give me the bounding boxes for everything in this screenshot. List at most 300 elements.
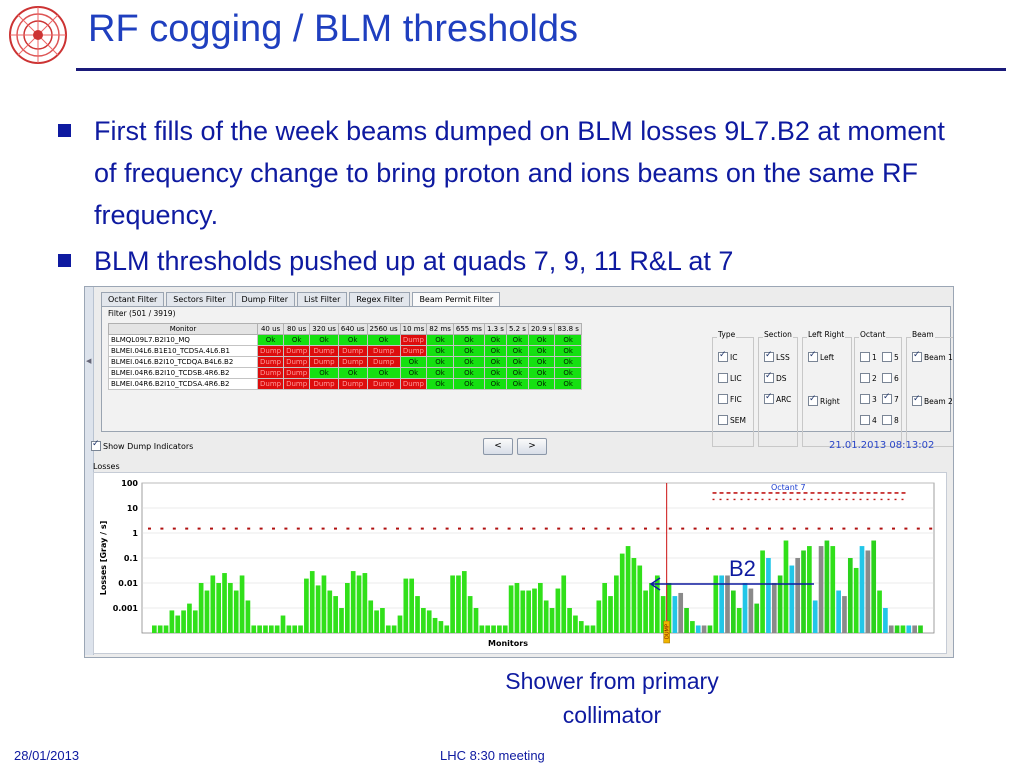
status-cell: Ok: [555, 379, 581, 390]
checkbox-label: 2: [872, 373, 877, 383]
loss-bar: [866, 550, 871, 633]
dump-indicator-label: DUMP: [664, 624, 671, 639]
tab-sectors-filter[interactable]: Sectors Filter: [166, 292, 232, 306]
loss-bar: [386, 625, 391, 633]
loss-bar: [871, 541, 876, 633]
y-axis-label: Losses [Gray / s]: [99, 520, 108, 596]
loss-bar: [374, 610, 379, 633]
checkbox-label: FIC: [730, 394, 742, 404]
checkbox-octant-7[interactable]: [882, 394, 899, 404]
column-header[interactable]: 83.8 s: [555, 324, 581, 335]
status-cell: Dump: [258, 379, 284, 390]
checkbox-type-sem[interactable]: [718, 415, 746, 425]
checkbox-type-lic[interactable]: [718, 373, 742, 383]
previous-button[interactable]: <: [483, 438, 513, 455]
losses-chart-panel: [93, 472, 947, 654]
tab-beam-permit-filter[interactable]: Beam Permit Filter: [412, 292, 500, 306]
status-cell: Dump: [310, 357, 339, 368]
loss-bar: [585, 625, 590, 633]
checkbox-beam-beam-1[interactable]: [912, 352, 953, 362]
loss-bar: [251, 625, 256, 633]
loss-bar: [398, 616, 403, 633]
checkbox-label: 1: [872, 352, 877, 362]
loss-bar: [228, 583, 233, 633]
checkbox-octant-8[interactable]: [882, 415, 899, 425]
loss-bar: [474, 608, 479, 633]
table-row[interactable]: [109, 335, 582, 346]
checkbox-label: IC: [730, 352, 738, 362]
show-dump-indicators-label: Show Dump Indicators: [103, 441, 194, 451]
loss-bar: [503, 625, 508, 633]
loss-bar: [632, 558, 637, 633]
status-cell: Ok: [555, 335, 581, 346]
tab-list-filter[interactable]: List Filter: [297, 292, 347, 306]
loss-bar: [170, 610, 175, 633]
loss-bar: [825, 541, 830, 633]
status-cell: Ok: [506, 335, 528, 346]
y-tick-label: 100: [121, 479, 138, 488]
status-cell: Ok: [506, 357, 528, 368]
column-header[interactable]: 320 us: [310, 324, 339, 335]
status-cell: Dump: [400, 346, 427, 357]
status-cell: Dump: [367, 379, 400, 390]
status-cell: Ok: [484, 335, 506, 346]
loss-bar: [766, 558, 771, 633]
section-group: [758, 330, 798, 447]
loss-bar: [497, 625, 502, 633]
square-bullet-icon: [58, 124, 71, 137]
loss-bar: [573, 616, 578, 633]
table-row[interactable]: [109, 346, 582, 357]
loss-bar: [731, 591, 736, 633]
loss-bar: [556, 589, 561, 633]
left-right-group-title: Left Right: [808, 330, 845, 339]
show-dump-indicators-checkbox[interactable]: [91, 441, 193, 451]
status-cell: Ok: [484, 368, 506, 379]
checkbox-icon[interactable]: [860, 415, 870, 425]
status-cell: Dump: [310, 379, 339, 390]
b2-annotation: B2: [729, 556, 756, 581]
loss-bar: [439, 621, 444, 633]
status-cell: Ok: [506, 379, 528, 390]
loss-bar: [485, 625, 490, 633]
loss-bar: [515, 583, 520, 633]
status-cell: Dump: [258, 346, 284, 357]
loss-bar: [702, 625, 707, 633]
loss-bar: [801, 550, 806, 633]
loss-bar: [596, 600, 601, 633]
loss-bar: [450, 575, 455, 633]
checkbox-label: ARC: [776, 394, 792, 404]
loss-bar: [883, 608, 888, 633]
checkbox-icon[interactable]: [882, 373, 892, 383]
caption-line-1: Shower from primary: [505, 668, 719, 694]
status-cell: Ok: [453, 346, 484, 357]
checkbox-label: 8: [894, 415, 899, 425]
column-header[interactable]: 655 ms: [453, 324, 484, 335]
type-group-title: Type: [718, 330, 736, 339]
loss-bar: [468, 596, 473, 633]
status-cell: Ok: [555, 368, 581, 379]
footer-meeting: LHC 8:30 meeting: [440, 748, 545, 763]
lhc-logo: [2, 4, 74, 66]
loss-bar: [152, 625, 157, 633]
checkbox-label: Beam 1: [924, 352, 953, 362]
checkbox-icon[interactable]: [912, 396, 922, 406]
loss-bar: [795, 558, 800, 633]
loss-bar: [368, 600, 373, 633]
monitor-table: [108, 323, 582, 390]
chart-title: Octant 7: [770, 483, 806, 492]
filter-panel: [101, 306, 951, 432]
caption: [470, 664, 754, 732]
checkbox-octant-4[interactable]: [860, 415, 877, 425]
loss-bar: [292, 625, 297, 633]
status-cell: Ok: [453, 335, 484, 346]
status-cell: Ok: [284, 335, 310, 346]
status-cell: Ok: [427, 346, 454, 357]
collapse-arrow-icon[interactable]: ◀: [86, 357, 92, 365]
tab-regex-filter[interactable]: Regex Filter: [349, 292, 410, 306]
checkbox-label: SEM: [730, 415, 746, 425]
checkbox-icon[interactable]: [764, 373, 774, 383]
status-cell: Ok: [484, 379, 506, 390]
checkbox-icon[interactable]: [912, 352, 922, 362]
checkbox-beam-beam-2[interactable]: [912, 396, 953, 406]
status-cell: Ok: [310, 368, 339, 379]
loss-bar: [409, 579, 414, 633]
status-cell: Ok: [427, 357, 454, 368]
monitor-cell: BLMEI.04L6.B2I10_TCDQA.B4L6.B2: [109, 357, 258, 368]
checkbox-leftright-right[interactable]: [808, 396, 840, 406]
loss-bar: [269, 625, 274, 633]
loss-bar: [287, 625, 292, 633]
loss-bar: [456, 575, 461, 633]
y-tick-label: 0.1: [123, 554, 138, 563]
checkbox-icon[interactable]: [718, 373, 728, 383]
loss-bar: [210, 575, 215, 633]
loss-bar: [357, 575, 362, 633]
column-header[interactable]: 82 ms: [427, 324, 454, 335]
column-header[interactable]: 20.9 s: [528, 324, 554, 335]
octant-group-title: Octant: [860, 330, 886, 339]
status-cell: Dump: [258, 368, 284, 379]
loss-bar: [351, 571, 356, 633]
slide-title: RF cogging / BLM thresholds: [88, 8, 579, 50]
status-cell: Ok: [528, 346, 554, 357]
status-cell: Ok: [528, 379, 554, 390]
loss-bar: [637, 566, 642, 633]
loss-bar: [906, 625, 911, 633]
loss-bar: [491, 625, 496, 633]
checkbox-label: DS: [776, 373, 787, 383]
loss-bar: [538, 583, 543, 633]
column-header[interactable]: Monitor: [109, 324, 258, 335]
losses-chart: [94, 473, 946, 653]
loss-bar: [678, 593, 683, 633]
loss-bar: [222, 573, 227, 633]
loss-bar: [462, 571, 467, 633]
checkbox-label: LSS: [776, 352, 790, 362]
monitor-cell: BLMEI.04R6.B2I10_TCDSA.4R6.B2: [109, 379, 258, 390]
loss-bar: [175, 616, 180, 633]
checkbox-label: 5: [894, 352, 899, 362]
checkbox-label: 3: [872, 394, 877, 404]
status-cell: Ok: [484, 357, 506, 368]
checkbox-label: Left: [820, 352, 835, 362]
status-cell: Ok: [338, 335, 367, 346]
loss-bar: [760, 550, 765, 633]
checkbox-icon[interactable]: [860, 394, 870, 404]
loss-bar: [339, 608, 344, 633]
loss-bar: [673, 596, 678, 633]
loss-bar: [901, 625, 906, 633]
status-cell: Ok: [528, 368, 554, 379]
column-header[interactable]: 5.2 s: [506, 324, 528, 335]
loss-bar: [216, 583, 221, 633]
checkbox-icon[interactable]: [718, 352, 728, 362]
checkbox-leftright-left[interactable]: [808, 352, 834, 362]
timestamp: 21.01.2013 08:13:02: [829, 440, 935, 451]
caption-line-2: collimator: [562, 702, 662, 728]
table-row[interactable]: [109, 357, 582, 368]
loss-bar: [327, 591, 332, 633]
checkbox-type-fic[interactable]: [718, 394, 742, 404]
loss-bar: [579, 621, 584, 633]
column-header[interactable]: 640 us: [338, 324, 367, 335]
section-group-title: Section: [764, 330, 792, 339]
status-cell: Ok: [506, 368, 528, 379]
status-cell: Dump: [338, 379, 367, 390]
loss-bar: [690, 621, 695, 633]
filter-count-label: Filter (501 / 3919): [108, 309, 176, 318]
loss-bar: [620, 554, 625, 633]
bullet-list: [58, 110, 958, 286]
status-cell: Ok: [338, 368, 367, 379]
bullet-item: [58, 240, 958, 282]
loss-bar: [836, 591, 841, 633]
loss-bar: [421, 608, 426, 633]
status-cell: Dump: [284, 379, 310, 390]
loss-bar: [819, 546, 824, 633]
type-group: [712, 330, 754, 447]
checkbox-icon[interactable]: [808, 396, 818, 406]
loss-bar: [333, 596, 338, 633]
loss-bar: [591, 625, 596, 633]
status-cell: Dump: [284, 346, 310, 357]
checkbox-label: Right: [820, 396, 840, 406]
column-header[interactable]: 40 us: [258, 324, 284, 335]
tab-dump-filter[interactable]: Dump Filter: [235, 292, 295, 306]
bullet-item: [58, 110, 958, 236]
loss-bar: [205, 591, 210, 633]
loss-bar: [187, 604, 192, 633]
loss-bar: [193, 610, 198, 633]
y-tick-label: 0.01: [118, 579, 138, 588]
loss-bar: [304, 579, 309, 633]
column-header[interactable]: 10 ms: [400, 324, 427, 335]
checkbox-label: 4: [872, 415, 877, 425]
checkbox-icon[interactable]: [764, 394, 774, 404]
loss-bar: [403, 579, 408, 633]
status-cell: Ok: [427, 379, 454, 390]
left-right-group: [802, 330, 852, 447]
table-row[interactable]: [109, 379, 582, 390]
loss-bar: [380, 608, 385, 633]
checkbox-icon[interactable]: [91, 441, 101, 451]
checkbox-icon[interactable]: [718, 394, 728, 404]
loss-bar: [281, 616, 286, 633]
checkbox-icon[interactable]: [718, 415, 728, 425]
x-axis-label: Monitors: [488, 639, 528, 648]
loss-bar: [813, 600, 818, 633]
beam-group-title: Beam: [912, 330, 934, 339]
tab-octant-filter[interactable]: Octant Filter: [101, 292, 164, 306]
status-cell: Ok: [453, 357, 484, 368]
checkbox-icon[interactable]: [882, 352, 892, 362]
status-cell: Ok: [484, 346, 506, 357]
status-cell: Ok: [258, 335, 284, 346]
loss-bar: [737, 608, 742, 633]
status-cell: Dump: [400, 379, 427, 390]
y-tick-label: 0.001: [112, 604, 138, 613]
loss-bar: [848, 558, 853, 633]
checkbox-octant-5[interactable]: [882, 352, 899, 362]
table-row[interactable]: [109, 368, 582, 379]
checkbox-section-arc[interactable]: [764, 394, 791, 404]
checkbox-icon[interactable]: [882, 415, 892, 425]
loss-bar: [427, 610, 432, 633]
loss-bar: [544, 600, 549, 633]
status-cell: Dump: [310, 346, 339, 357]
checkbox-icon[interactable]: [882, 394, 892, 404]
loss-bar: [257, 625, 262, 633]
checkbox-label: 7: [894, 394, 899, 404]
status-cell: Ok: [427, 368, 454, 379]
loss-bar: [860, 546, 865, 633]
blm-app-screenshot: [84, 286, 954, 658]
loss-bar: [316, 585, 321, 633]
octant-group: [854, 330, 902, 447]
losses-panel-title: Losses: [93, 462, 120, 471]
loss-bar: [877, 591, 882, 633]
status-cell: Ok: [310, 335, 339, 346]
checkbox-octant-1[interactable]: [860, 352, 877, 362]
footer-date: 28/01/2013: [14, 748, 80, 763]
square-bullet-icon: [58, 254, 71, 267]
title-underline: [76, 68, 1006, 71]
checkbox-octant-2[interactable]: [860, 373, 877, 383]
checkbox-label: LIC: [730, 373, 742, 383]
checkbox-section-ds[interactable]: [764, 373, 787, 383]
loss-bar: [789, 566, 794, 633]
loss-bar: [240, 575, 245, 633]
y-tick-label: 1: [132, 529, 138, 538]
loss-bar: [275, 625, 280, 633]
checkbox-icon[interactable]: [764, 352, 774, 362]
status-cell: Dump: [258, 357, 284, 368]
next-button[interactable]: >: [517, 438, 547, 455]
loss-bar: [415, 596, 420, 633]
loss-bar: [830, 546, 835, 633]
loss-bar: [345, 583, 350, 633]
status-cell: Ok: [453, 368, 484, 379]
status-cell: Ok: [400, 368, 427, 379]
status-cell: Dump: [338, 346, 367, 357]
bullet-text: BLM thresholds pushed up at quads 7, 9, 11 R&L at 7: [94, 246, 734, 276]
checkbox-type-ic[interactable]: [718, 352, 737, 362]
status-cell: Ok: [367, 335, 400, 346]
loss-bar: [181, 610, 186, 633]
checkbox-label: Beam 2: [924, 396, 953, 406]
status-cell: Ok: [400, 357, 427, 368]
status-cell: Ok: [528, 335, 554, 346]
filter-tabs: [101, 292, 502, 306]
bullet-text: First fills of the week beams dumped on BLM losses 9L7.B2 at moment of frequency change to bring proton and ions beams on the same RF frequency.: [94, 116, 945, 230]
loss-bar: [520, 591, 525, 633]
status-cell: Dump: [338, 357, 367, 368]
checkbox-octant-3[interactable]: [860, 394, 877, 404]
status-cell: Dump: [400, 335, 427, 346]
checkbox-section-lss[interactable]: [764, 352, 790, 362]
status-cell: Ok: [367, 368, 400, 379]
loss-bar: [532, 589, 537, 633]
beam-group: [906, 330, 954, 447]
loss-bar: [164, 625, 169, 633]
loss-bar: [433, 618, 438, 633]
loss-bar: [526, 591, 531, 633]
loss-bar: [363, 573, 368, 633]
loss-bar: [754, 604, 759, 633]
loss-bar: [614, 575, 619, 633]
status-cell: Ok: [555, 346, 581, 357]
loss-bar: [444, 625, 449, 633]
loss-bar: [199, 583, 204, 633]
loss-bar: [322, 575, 327, 633]
checkbox-icon[interactable]: [808, 352, 818, 362]
status-cell: Ok: [453, 379, 484, 390]
monitor-cell: BLMEI.04R6.B2I10_TCDSB.4R6.B2: [109, 368, 258, 379]
loss-bar: [918, 625, 923, 633]
loss-bar: [889, 625, 894, 633]
loss-bar: [298, 625, 303, 633]
checkbox-icon[interactable]: [860, 373, 870, 383]
loss-bar: [561, 575, 566, 633]
checkbox-octant-6[interactable]: [882, 373, 899, 383]
loss-bar: [684, 608, 689, 633]
loss-bar: [854, 568, 859, 633]
checkbox-label: 6: [894, 373, 899, 383]
loss-bar: [234, 591, 239, 633]
loss-bar: [602, 583, 607, 633]
column-header[interactable]: 2560 us: [367, 324, 400, 335]
status-cell: Dump: [367, 346, 400, 357]
loss-bar: [567, 608, 572, 633]
loss-bar: [392, 625, 397, 633]
column-header[interactable]: 80 us: [284, 324, 310, 335]
loss-bar: [895, 625, 900, 633]
status-cell: Dump: [367, 357, 400, 368]
status-cell: Ok: [427, 335, 454, 346]
status-cell: Ok: [528, 357, 554, 368]
checkbox-icon[interactable]: [860, 352, 870, 362]
status-cell: Ok: [555, 357, 581, 368]
column-header[interactable]: 1.3 s: [484, 324, 506, 335]
loss-bar: [696, 625, 701, 633]
loss-bar: [480, 625, 485, 633]
loss-bar: [550, 608, 555, 633]
loss-bar: [158, 625, 163, 633]
